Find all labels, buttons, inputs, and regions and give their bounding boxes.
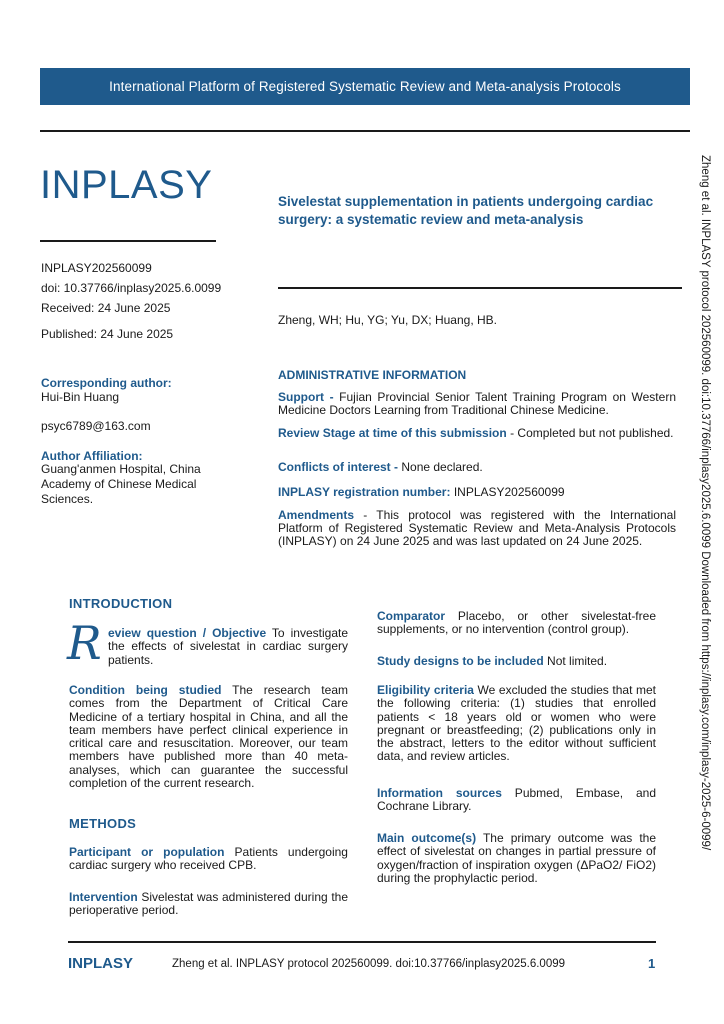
amendments-label: Amendments: [278, 508, 355, 522]
admin-amendments: [278, 509, 676, 548]
registration-label: INPLASY registration number:: [278, 485, 451, 499]
header-banner: [40, 68, 690, 105]
amendments-text: - This protocol was registered with the International Platform of Registered Systematic Review and Meta-Analysis Protocols (INPLASY) on 24 June 2025 and was last updated on 24 June 2025.: [278, 508, 676, 548]
eligibility-criteria: [377, 684, 656, 764]
review-question-text: To investigate the effects of sivelestat in cardiac surgery patients.: [108, 626, 349, 667]
comparator-text: Placebo, or other sivelestat-free supplements, or no intervention (control group).: [377, 609, 656, 637]
vertical-download-note[interactable]: Zheng et al. INPLASY protocol 202560099. doi:10.37766/inplasy2025.6.0099 Downloaded from https://inplasy.com/inplasy-2025-6-0099/: [699, 155, 711, 851]
comparator: [377, 610, 656, 637]
received-date: Received: 24 June 2025: [41, 301, 171, 315]
admin-registration: [278, 486, 676, 499]
participants-text: Patients undergoing cardiac surgery who received CPB.: [69, 845, 348, 873]
affiliation-line-3: Sciences.: [41, 492, 94, 506]
methods-heading: METHODS: [69, 816, 137, 831]
support-text: Fujian Provincial Senior Talent Training Program on Western Medicine Doctors Learning from Traditional Chinese Medicine.: [278, 390, 676, 417]
eligibility-text: We excluded the studies that met the following criteria: (1) studies that enrolled patients < 18 years old or women who were pregnant or breastfeeding; (2) publications only in the abstract, letters to the editor without sufficient data, and review articles.: [377, 683, 656, 764]
brand-logo: INPLASY: [40, 163, 213, 207]
participants: [69, 846, 348, 873]
main-outcomes-text: The primary outcome was the effect of sivelestat on changes in partial pressure of oxygen/fraction of inspiration oxygen (ΔPaO2/ FiO2) during the prophylactic period.: [377, 831, 656, 885]
information-sources-label: Information sources: [377, 786, 502, 800]
intervention-label: Intervention: [69, 890, 138, 904]
doi[interactable]: doi: 10.37766/inplasy2025.6.0099: [41, 281, 222, 295]
review-question-label: eview question / Objective: [108, 626, 267, 640]
footer-citation: Zheng et al. INPLASY protocol 202560099. doi:10.37766/inplasy2025.6.0099: [172, 958, 566, 970]
corresponding-author-label: Corresponding author:: [41, 376, 172, 390]
registration-text: INPLASY202560099: [450, 485, 565, 499]
review-question: [108, 627, 348, 667]
conflicts-text: None declared.: [398, 460, 483, 474]
condition-studied: [69, 684, 348, 790]
eligibility-label: Eligibility criteria: [377, 683, 474, 697]
published-date: Published: 24 June 2025: [41, 327, 174, 341]
admin-heading: [278, 369, 676, 382]
drop-cap: R: [67, 616, 102, 670]
admin-heading-text: ADMINISTRATIVE INFORMATION: [278, 368, 467, 382]
information-sources-text: Pubmed, Embase, and Cochrane Library.: [377, 786, 656, 814]
condition-label: Condition being studied: [69, 683, 222, 697]
banner-text: International Platform of Registered Systematic Review and Meta-analysis Protocols: [109, 79, 621, 94]
study-designs-text: Not limited.: [543, 654, 608, 668]
main-outcomes: [377, 832, 656, 885]
paper-title: Sivelestat supplementation in patients undergoing cardiac surgery: a systematic review and meta-analysis: [278, 194, 654, 227]
footer-divider: [68, 941, 656, 943]
affiliation-label: Author Affiliation:: [41, 449, 143, 463]
support-label: Support -: [278, 390, 334, 404]
top-divider: [40, 130, 690, 132]
introduction-heading: INTRODUCTION: [69, 596, 173, 611]
comparator-label: Comparator: [377, 609, 446, 623]
corresponding-email[interactable]: psyc6789@163.com: [41, 419, 151, 433]
page-number: 1: [648, 956, 656, 971]
affiliation-line-1: Guang'anmen Hospital, China: [41, 462, 201, 476]
admin-review-stage: [278, 427, 676, 440]
intervention: [69, 891, 348, 918]
conflicts-label: Conflicts of interest -: [278, 460, 399, 474]
admin-conflicts: [278, 461, 676, 474]
main-outcomes-label: Main outcome(s): [377, 831, 477, 845]
affiliation-line-2: Academy of Chinese Medical: [41, 477, 197, 491]
footer-brand: INPLASY: [68, 955, 134, 972]
participants-label: Participant or population: [69, 845, 225, 859]
brand-divider: [40, 240, 216, 242]
authors: Zheng, WH; Hu, YG; Yu, DX; Huang, HB.: [278, 313, 497, 327]
admin-support: [278, 391, 676, 417]
information-sources: [377, 787, 656, 814]
study-designs: [377, 655, 656, 668]
condition-text: The research team comes from the Department of Critical Care Medicine of a tertiary hospital in China, and all the team members have perfect clinical experience in critical care and resuscitation. Moreover, our team members have published more than 40 meta-analyses, which can guarantee the successful completion of the current research.: [69, 683, 348, 791]
review-stage-text: - Completed but not published.: [506, 426, 674, 440]
study-designs-label: Study designs to be included: [377, 654, 544, 668]
review-stage-label: Review Stage at time of this submission: [278, 426, 507, 440]
intervention-text: Sivelestat was administered during the perioperative period.: [69, 890, 348, 918]
protocol-id: INPLASY202560099: [41, 261, 152, 275]
corresponding-author-name: Hui-Bin Huang: [41, 390, 120, 404]
title-divider: [278, 287, 682, 289]
